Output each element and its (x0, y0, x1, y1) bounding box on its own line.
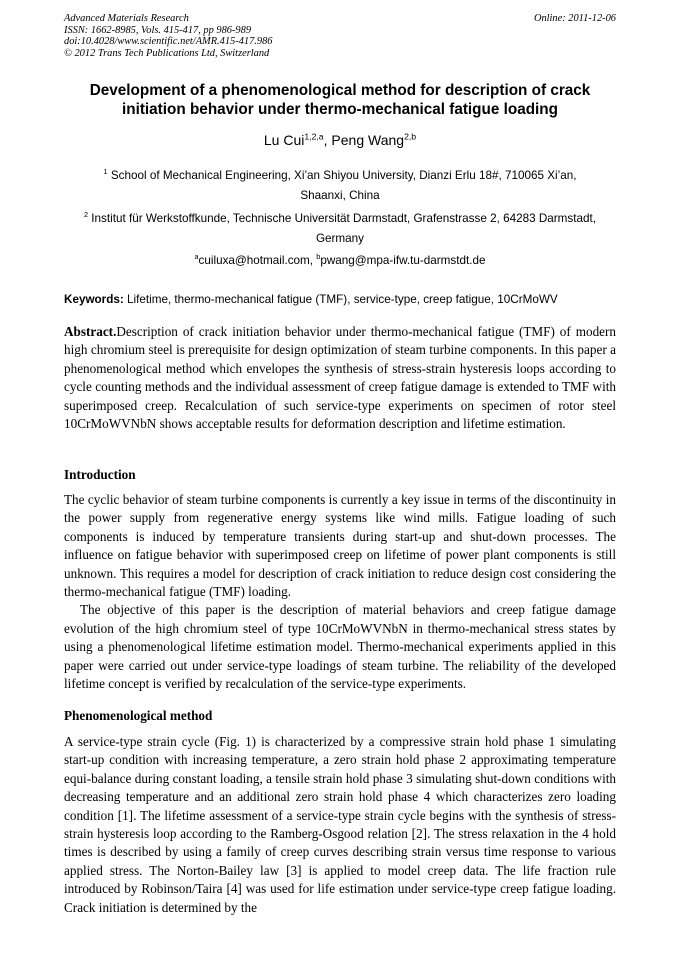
issn-line: ISSN: 1662-8985, Vols. 415-417, pp 986-989 (64, 24, 252, 36)
introduction-heading: Introduction (64, 467, 136, 482)
phenomenological-method-section (64, 733, 616, 917)
keywords-label: Keywords: (64, 293, 124, 306)
affiliation-1-line-1: School of Mechanical Engineering, Xi’an Shiyou University, Dianzi Erlu 18#, 710065 Xi’an, (110, 169, 577, 182)
phenomenological-method-heading: Phenomenological method (64, 708, 213, 723)
journal-header (64, 13, 616, 59)
introduction-paragraph-2: The objective of this paper is the description of material behaviors and creep fatigue damage evolution of the high chromium steel of type 10CrMoWVNbN in thermo-mechanical stress states by using a phenomenological lifetime estimation model. Thermo-mechanical experiments applied in this paper were carried out under service-type loadings of steam turbine. The reliability of the developed lifetime concept is verified by recalculation of the service-type experiments. (64, 602, 616, 692)
introduction-section (64, 491, 616, 693)
email-a-marker: a (194, 252, 199, 262)
phenomenological-paragraph-1: A service-type strain cycle (Fig. 1) is characterized by a compressive strain hold phase 1 simulating start-up condition with increasing temperature, a zero strain hold phase 2 approximating temperature equi-balance during constant loading, a tensile strain hold phase 3 simulating shut-down conditions with decreasing temperature and an additional zero strain hold phase 4 which characterizes zero loading condition [1]. The lifetime assessment of a service-type strain cycle begins with the synthesis of stress-strain hysteresis loop according to the Ramberg-Osgood relation [2]. The stress relaxation in the 4 hold times is described by using a family of creep curves describing strain versus time response to various applied stress. The Norton-Bailey law [3] is applied to model creep data. The life fraction rule introduced by Robinson/Taira [4] was used for life estimation under service-type creep fatigue loading. Crack initiation is determined by the (64, 734, 616, 915)
title-line-2: initiation behavior under thermo-mechanical fatigue loading (121, 100, 558, 118)
journal-name: Advanced Materials Research (64, 13, 189, 24)
email-a-link[interactable]: cuiluxa@hotmail.com (198, 254, 310, 267)
abstract-label: Abstract. (64, 324, 117, 339)
author-separator: , (323, 132, 332, 148)
email-line (64, 253, 616, 269)
email-b-link[interactable]: pwang@mpa-ifw.tu-darmstdt.de (320, 254, 486, 267)
author-1-affiliation-marker: 1,2,a (304, 131, 324, 142)
title-line-1: Development of a phenomenological method for description of crack (89, 82, 591, 99)
keywords-text: Lifetime, thermo-mechanical fatigue (TMF), service-type, creep fatigue, 10CrMoWV (127, 293, 558, 306)
author-2-affiliation-marker: 2,b (404, 131, 417, 142)
abstract-section (64, 323, 616, 433)
abstract-text: Description of crack initiation behavior under thermo-mechanical fatigue (TMF) of modern high chromium steel is prerequisite for design optimization of steam turbine components. In this paper a phenomenological method which envelopes the synthesis of stress-strain hysteresis loops according to cycle counting methods and the individual assessment of creep fatigue damage is extended to TMF with superimposed creep. Recalculation of such service-type experiments on specimen of rotor steel 10CrMoWVNbN shows acceptable results for deformation description and lifetime estimation. (64, 324, 616, 432)
author-list (64, 131, 616, 149)
online-date: Online: 2011-12-06 (533, 13, 616, 24)
email-separator: , (309, 254, 317, 267)
affiliation-1-line-2: Shaanxi, China (300, 189, 380, 202)
affiliation-2-marker: 2 (83, 210, 89, 220)
keywords-section (64, 292, 616, 308)
author-1-name: Lu Cui (263, 132, 305, 148)
affiliation-1-marker: 1 (103, 167, 108, 177)
affiliation-2-line-2: Germany (315, 232, 365, 245)
email-b-marker: b (316, 252, 321, 262)
author-2-name: Peng Wang (331, 132, 405, 148)
doi-line: doi:10.4028/www.scientific.net/AMR.415-417.986 (64, 36, 273, 48)
affiliation-2-line-1: Institut für Werkstoffkunde, Technische Universität Darmstadt, Grafenstrasse 2, 64283 Darmstadt, (91, 212, 597, 225)
paper-title (64, 82, 616, 119)
introduction-paragraph-1: The cyclic behavior of steam turbine components is currently a key issue in terms of the discontinuity in the power supply from regenerative energy systems like wind mills. Fatigue loading of such components is induced by temperature transients during start-up and shut-down processes. The influence on fatigue behavior with superimposed creep on lifetime of power plant components is still unknown. This requires a model for description of crack initiation to reduce design cost considering the thermo-mechanical fatigue (TMF) loading. (64, 492, 616, 600)
affiliation-1 (64, 166, 616, 206)
affiliation-2 (64, 209, 616, 249)
copyright-line: © 2012 Trans Tech Publications Ltd, Switzerland (64, 47, 270, 59)
